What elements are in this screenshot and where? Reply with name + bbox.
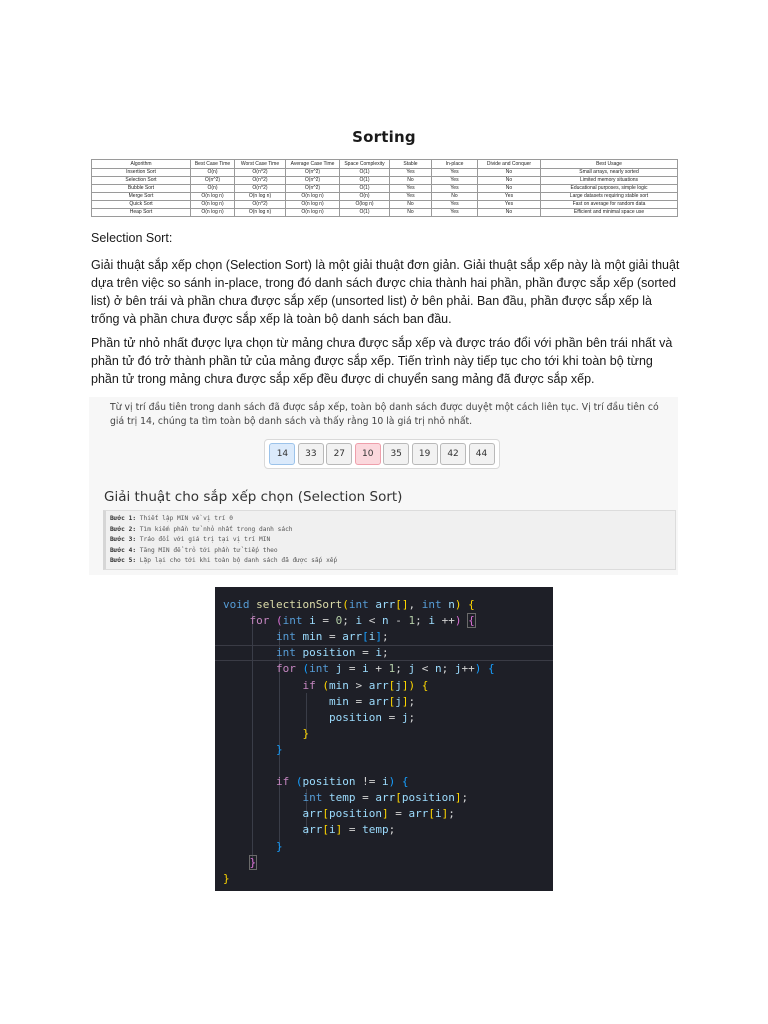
table-cell: O(1) bbox=[340, 209, 390, 217]
table-cell: Small arrays, nearly sorted bbox=[541, 169, 678, 177]
array-cell: 27 bbox=[326, 443, 352, 465]
table-cell: Yes bbox=[390, 185, 432, 193]
array-cell: 10 bbox=[355, 443, 381, 465]
table-cell: O(n^2) bbox=[191, 177, 235, 185]
table-cell: O(n log n) bbox=[191, 209, 235, 217]
table-cell: O(n) bbox=[340, 193, 390, 201]
table-cell: O(n log n) bbox=[191, 193, 235, 201]
algorithm-step bbox=[110, 525, 675, 536]
table-cell: Quick Sort bbox=[92, 201, 191, 209]
table-cell: O(n log n) bbox=[286, 209, 340, 217]
code-line: void selectionSort(int arr[], int n) { bbox=[223, 598, 475, 611]
table-header-cell: In-place bbox=[432, 160, 478, 169]
table-cell: O(n log n) bbox=[235, 193, 286, 201]
table-cell: Yes bbox=[390, 193, 432, 201]
step-text: Tìm kiếm phần tử nhỏ nhất trong danh sách bbox=[136, 525, 293, 533]
array-cell: 14 bbox=[269, 443, 295, 465]
selection-sort-illustration bbox=[89, 397, 678, 575]
array-cell: 33 bbox=[298, 443, 324, 465]
table-cell: Yes bbox=[432, 169, 478, 177]
table-cell: Limited memory situations bbox=[541, 177, 678, 185]
table-cell: O(n^2) bbox=[235, 201, 286, 209]
table-cell: Fast on average for random data bbox=[541, 201, 678, 209]
code-line: min = arr[j]; bbox=[328, 694, 416, 708]
array-cell: 19 bbox=[412, 443, 438, 465]
table-header-cell: Best Case Time bbox=[191, 160, 235, 169]
table-cell: Heap Sort bbox=[92, 209, 191, 217]
code-line: position = j; bbox=[328, 710, 416, 724]
table-cell: O(n log n) bbox=[235, 209, 286, 217]
table-cell: O(n^2) bbox=[235, 177, 286, 185]
table-cell: O(n^2) bbox=[235, 185, 286, 193]
array-cell: 44 bbox=[469, 443, 495, 465]
code-line: int min = arr[i]; bbox=[275, 630, 389, 644]
step-label: Bước 4: bbox=[110, 546, 137, 554]
table-cell: O(log n) bbox=[340, 201, 390, 209]
array-cells bbox=[264, 439, 500, 469]
table-cell: O(1) bbox=[340, 185, 390, 193]
table-row bbox=[92, 201, 678, 209]
table-cell: Yes bbox=[478, 201, 541, 209]
table-cell: No bbox=[478, 177, 541, 185]
table-header-cell: Best Usage bbox=[541, 160, 678, 169]
step-text: Tăng MIN để trỏ tới phần tử tiếp theo bbox=[136, 546, 278, 554]
table-row bbox=[92, 185, 678, 193]
table-cell: O(1) bbox=[340, 169, 390, 177]
code-line: int temp = arr[position]; bbox=[302, 791, 469, 805]
table-row bbox=[92, 169, 678, 177]
code-line: arr[i] = temp; bbox=[302, 823, 396, 837]
table-cell: O(n) bbox=[191, 185, 235, 193]
table-cell: Yes bbox=[432, 185, 478, 193]
table-row bbox=[92, 177, 678, 185]
table-cell: O(n^2) bbox=[235, 169, 286, 177]
algorithm-steps bbox=[103, 510, 676, 570]
section-label: Selection Sort: bbox=[91, 231, 173, 245]
algorithm-step bbox=[110, 535, 675, 546]
step-label: Bước 2: bbox=[110, 525, 137, 533]
code-line: int position = i; bbox=[275, 646, 389, 660]
table-header-cell: Divide and Conquer bbox=[478, 160, 541, 169]
step-label: Bước 5: bbox=[110, 557, 137, 565]
table-cell: No bbox=[390, 201, 432, 209]
array-cell: 42 bbox=[440, 443, 466, 465]
algorithm-step bbox=[110, 546, 675, 557]
table-cell: No bbox=[478, 169, 541, 177]
table-cell: Yes bbox=[390, 169, 432, 177]
table-cell: Yes bbox=[432, 177, 478, 185]
table-cell: No bbox=[390, 177, 432, 185]
table-header-cell: Space Complexity bbox=[340, 160, 390, 169]
table-cell: Efficient and minimal space use bbox=[541, 209, 678, 217]
table-header-row bbox=[92, 160, 678, 169]
page-title: Sorting bbox=[352, 128, 416, 146]
code-line: } bbox=[275, 742, 283, 756]
table-cell: O(n^2) bbox=[286, 169, 340, 177]
table-cell: Yes bbox=[432, 209, 478, 217]
table-row bbox=[92, 193, 678, 201]
step-text: Lặp lại cho tới khi toàn bộ danh sách đã được sắp xếp bbox=[136, 557, 338, 565]
algorithm-heading: Giải thuật cho sắp xếp chọn (Selection Sort) bbox=[104, 489, 403, 505]
table-cell: No bbox=[478, 185, 541, 193]
table-cell: O(n log n) bbox=[191, 201, 235, 209]
table-cell: Yes bbox=[432, 201, 478, 209]
code-line: if (position != i) { bbox=[275, 775, 409, 789]
process-paragraph: Phần tử nhỏ nhất được lựa chọn từ mảng chưa được sắp xếp và được tráo đổi với phần bên trái nhất và phần tử đó trở thành phần tử của mảng được sắp xếp. Tiến trình này tiếp tục cho tới khi toàn bộ từng phần tử trong mảng chưa được sắp xếp đều được di chuyển sang mảng đã được sắp xếp. bbox=[91, 336, 673, 386]
table-header-cell: Worst Case Time bbox=[235, 160, 286, 169]
code-line: } bbox=[275, 839, 283, 853]
table-cell: Bubble Sort bbox=[92, 185, 191, 193]
table-header-cell: Algorithm bbox=[92, 160, 191, 169]
table-cell: O(n log n) bbox=[286, 201, 340, 209]
table-cell: O(1) bbox=[340, 177, 390, 185]
code-line: for (int i = 0; i < n - 1; i ++) { bbox=[249, 614, 475, 628]
code-line: if (min > arr[j]) { bbox=[302, 678, 429, 692]
step-text: Tráo đổi với giá trị tại vị trí MIN bbox=[136, 536, 271, 544]
code-line: for (int j = i + 1; j < n; j++) { bbox=[275, 662, 495, 676]
step-text: Thiết lập MIN về vị trí 0 bbox=[136, 515, 233, 522]
code-snippet bbox=[215, 587, 553, 891]
table-cell: Selection Sort bbox=[92, 177, 191, 185]
algorithm-step bbox=[110, 514, 675, 525]
code-line: } bbox=[249, 855, 257, 869]
table-cell: Large datasets requiring stable sort bbox=[541, 193, 678, 201]
code-line: } bbox=[302, 726, 310, 740]
table-cell: O(n) bbox=[191, 169, 235, 177]
table-cell: No bbox=[478, 209, 541, 217]
table-cell: Insertion Sort bbox=[92, 169, 191, 177]
table-cell: O(n log n) bbox=[286, 193, 340, 201]
table-cell: Educational purposes, simple logic bbox=[541, 185, 678, 193]
table-cell: Merge Sort bbox=[92, 193, 191, 201]
code-line: } bbox=[223, 871, 230, 885]
array-cell: 35 bbox=[383, 443, 409, 465]
table-cell: O(n^2) bbox=[286, 185, 340, 193]
sorting-comparison-table bbox=[91, 159, 678, 217]
step-label: Bước 1: bbox=[110, 515, 137, 522]
table-cell: No bbox=[432, 193, 478, 201]
intro-paragraph: Giải thuật sắp xếp chọn (Selection Sort) là một giải thuật đơn giản. Giải thuật sắp xếp này là một giải thuật dựa trên việc so sánh in-place, trong đó danh sách được chia thành hai phần, phần được sắp xếp (sorted list) ở bên trái và phần chưa được sắp xếp (unsorted list) ở bên phải. Ban đầu, phần được sắp xếp là trống và phần chưa được sắp xếp là toàn bộ danh sách ban đầu. bbox=[91, 258, 680, 326]
table-row bbox=[92, 209, 678, 217]
table-cell: O(n^2) bbox=[286, 177, 340, 185]
table-cell: No bbox=[390, 209, 432, 217]
illustration-caption: Từ vị trí đầu tiên trong danh sách đã được sắp xếp, toàn bộ danh sách được duyệt một cách liên tục. Vị trí đầu tiên có giá trị 14, chúng ta tìm toàn bộ danh sách và thấy rằng 10 là giá trị nhỏ nhất. bbox=[110, 402, 659, 427]
table-header-cell: Average Case Time bbox=[286, 160, 340, 169]
step-label: Bước 3: bbox=[110, 536, 137, 544]
algorithm-step bbox=[110, 556, 675, 567]
code-line: arr[position] = arr[i]; bbox=[302, 807, 455, 821]
table-cell: Yes bbox=[478, 193, 541, 201]
table-header-cell: Stable bbox=[390, 160, 432, 169]
